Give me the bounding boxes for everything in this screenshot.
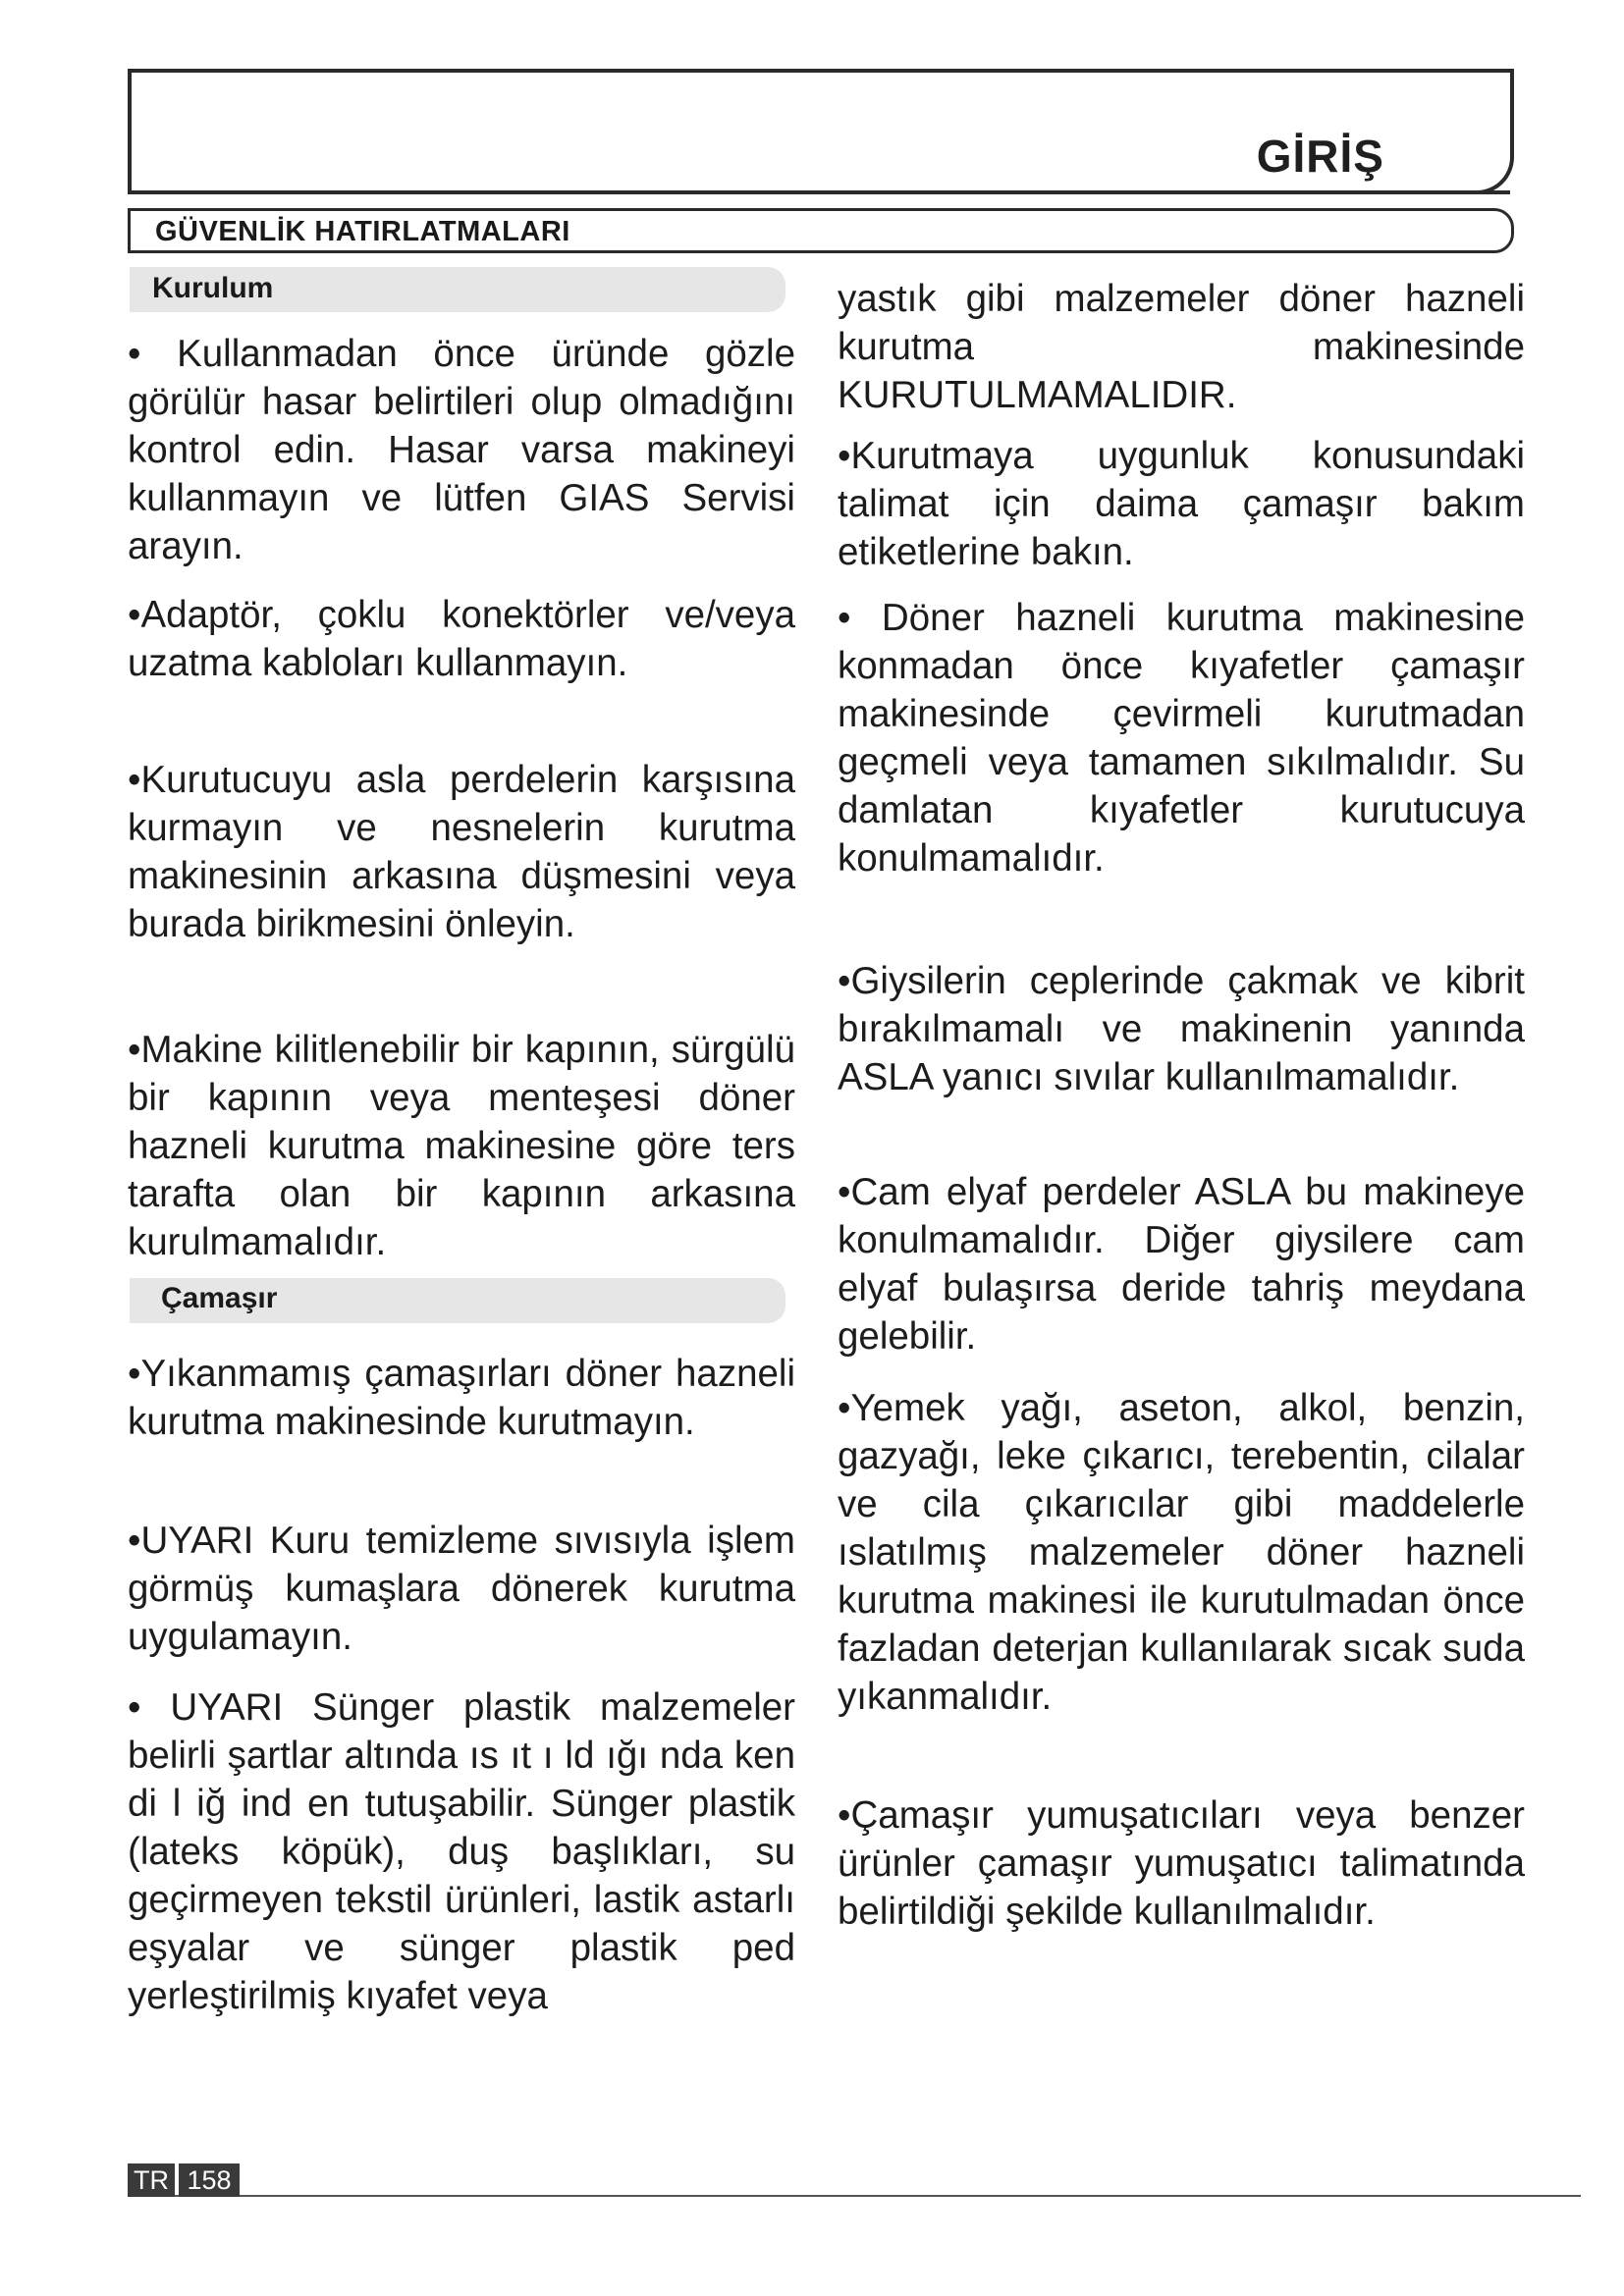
left-paragraph-3: •Kurutucuyu asla perdelerin karşısına kurmayın ve nesnelerin kurutma makinesinin arkasına düşmesini veya burada birikmesini önleyin. xyxy=(128,759,795,945)
right-paragraph-1: yastık gibi malzemeler döner hazneli kurutma makinesinde KURUTULMAMALIDIR. xyxy=(838,278,1525,416)
left-paragraph-4: •Makine kilitlenebilir bir kapının, sürgülü bir kapının veya menteşesi döner hazneli kurutma makinesine göre ters tarafta olan bir kapının arkasına kurulmamalıdır. xyxy=(128,1029,795,1263)
right-paragraph-4: •Giysilerin ceplerinde çakmak ve kibrit bırakılmamalı ve makinenin yanında ASLA yanıcı sıvılar kullanılmamalıdır. xyxy=(838,960,1525,1098)
header-frame-corner xyxy=(1404,69,1514,194)
right-paragraph-5: •Cam elyaf perdeler ASLA bu makineye konulmamalıdır. Diğer giysilere cam elyaf bulaşırsa deride tahriş meydana gelebilir. xyxy=(838,1171,1525,1358)
left-paragraph-1: • Kullanmadan önce üründe gözle görülür hasar belirtileri olup olmadığını kontrol edin. Hasar varsa makineyi kullanmayın ve lütfen GIAS Servisi arayın. xyxy=(128,333,795,567)
subheading-camasir: Çamaşır xyxy=(161,1282,278,1314)
right-paragraph-3: • Döner hazneli kurutma makinesine konmadan önce kıyafetler çamaşır makinesinde çevirmeli kurutmadan geçmeli veya tamamen sıkılmalıdır. Su damlatan kıyafetler kurutucuya konulmamalıdır. xyxy=(838,597,1525,880)
page-number: 158 xyxy=(179,2163,240,2197)
footer-rule xyxy=(128,2195,1581,2197)
right-paragraph-6: •Yemek yağı, aseton, alkol, benzin, gazyağı, leke çıkarıcı, terebentin, cilalar ve cila çıkarıcılar gibi maddelerle ıslatılmış malzemeler döner hazneli kurutma makinesi ile kurutulmadan önce fazladan deterjan kullanılarak sıcak suda yıkanmalıdır. xyxy=(838,1387,1525,1718)
section-title: GÜVENLİK HATIRLATMALARI xyxy=(155,216,570,247)
subheading-kurulum: Kurulum xyxy=(152,272,274,304)
left-paragraph-5: •Yıkanmamış çamaşırları döner hazneli kurutma makinesinde kurutmayın. xyxy=(128,1353,795,1443)
left-paragraph-6: •UYARI Kuru temizleme sıvısıyla işlem görmüş kumaşlara dönerek kurutma uygulamayın. xyxy=(128,1520,795,1658)
language-badge: TR xyxy=(128,2163,175,2197)
left-paragraph-7: • UYARI Sünger plastik malzemeler belirli şartlar altında ıs ıt ı ld ığı nda ken di l iğ ind en tutuşabilir. Sünger plastik (lateks köpük), duş başlıkları, su geçirmeyen tekstil ürünleri, lastik astarlı eşyalar ve sünger plastik ped yerleştirilmiş kıyafet veya xyxy=(128,1686,795,2017)
right-paragraph-7: •Çamaşır yumuşatıcıları veya benzer ürünler çamaşır yumuşatıcı talimatında belirtildiği şekilde kullanılmalıdır. xyxy=(838,1794,1525,1933)
page-title: GİRİŞ xyxy=(1256,131,1384,182)
right-paragraph-2: •Kurutmaya uygunluk konusundaki talimat için daima çamaşır bakım etiketlerine bakın. xyxy=(838,435,1525,573)
left-paragraph-2: •Adaptör, çoklu konektörler ve/veya uzatma kabloları kullanmayın. xyxy=(128,594,795,684)
